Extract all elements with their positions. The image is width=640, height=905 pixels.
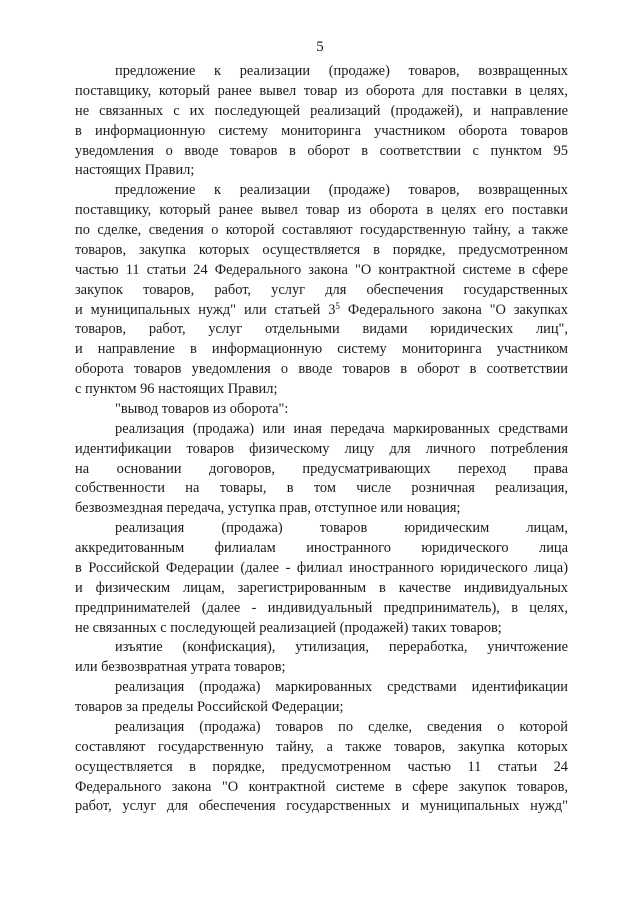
text-line: изъятие (конфискация), утилизация, переработка, уничтожение — [115, 639, 568, 656]
text-line: закупок товаров, работ, услуг для обеспечения государственных — [75, 281, 568, 298]
text-line: и направление в информационную систему мониторинга участником — [75, 341, 568, 358]
text-line: составляют государственную тайну, а также товаров, закупка которых — [75, 738, 568, 755]
text-line: предложение к реализации (продаже) товаров, возвращенных — [115, 63, 568, 79]
text-line: аккредитованным филиалам иностранного юридического лица — [75, 540, 568, 556]
superscript: 5 — [335, 300, 340, 311]
page-number: 5 — [316, 39, 324, 55]
text-line: поставщику, который ранее вывел товар из оборота для поставки в целях, — [75, 82, 568, 99]
text-line: предложение к реализации (продаже) товаров, возвращенных — [115, 182, 568, 199]
text-line: идентификации товаров физическому лицу для личного потребления — [75, 440, 568, 457]
text-line: не связанных с последующей реализацией (продажей) таких товаров; — [75, 619, 502, 636]
text-line: реализация (продажа) маркированных средствами идентификации — [115, 679, 568, 696]
text-line: работ, услуг для обеспечения государственных и муниципальных нужд" — [75, 798, 568, 815]
text-line: товаров, закупка которых осуществляется в порядке, предусмотренном — [75, 241, 568, 258]
text-line: настоящих Правил; — [75, 162, 195, 179]
text-line: реализация (продажа) или иная передача маркированных средствами — [115, 420, 568, 437]
text-line: на основании договоров, предусматривающих переход права — [75, 460, 568, 477]
text-line: осуществляется в порядке, предусмотренном частью 11 статьи 24 — [75, 758, 568, 775]
text-line: в информационную систему мониторинга участником оборота товаров — [75, 122, 568, 139]
text-line: безвозмездная передача, уступка прав, отступное или новация; — [75, 500, 461, 517]
text-line: Федерального закона "О контрактной системе в сфере закупок товаров, — [75, 778, 568, 795]
text-line: товаров за пределы Российской Федерации; — [75, 699, 344, 715]
text-line: в Российской Федерации (далее - филиал иностранного юридического лица) — [75, 559, 568, 576]
text-line: предпринимателей (далее - индивидуальный предприниматель), в целях, — [75, 599, 568, 616]
text-line: собственности на товары, в том числе розничная реализация, — [75, 480, 568, 497]
text-line: поставщику, который ранее вывел товар из оборота в целях его поставки — [75, 202, 568, 219]
text-line: частью 11 статьи 24 Федерального закона "О контрактной системе в сфере — [75, 261, 568, 278]
text-line: с пунктом 96 настоящих Правил; — [75, 381, 278, 397]
body-text — [75, 62, 568, 817]
text-line: и физическим лицам, зарегистрированным в качестве индивидуальных — [75, 579, 568, 596]
text-line: или безвозвратная утрата товаров; — [75, 659, 286, 676]
text-line: уведомления о вводе товаров в оборот в соответствии с пунктом 95 — [75, 142, 568, 159]
text-line: товаров, работ, услуг отдельными видами юридических лиц", — [75, 321, 568, 338]
text-line: оборота товаров уведомления о вводе товаров в оборот в соответствии — [75, 361, 568, 378]
text-line: реализация (продажа) товаров по сделке, сведения о которой — [115, 718, 568, 735]
text-line: реализация (продажа) товаров юридическим лицам, — [115, 520, 568, 537]
text-line: по сделке, сведения о которой составляют государственную тайну, а также — [75, 222, 568, 238]
text-line: и муниципальных нужд" или статьей $3^5$ Федерального закона "О закупках — [75, 300, 568, 318]
text-line: "вывод товаров из оборота": — [115, 400, 289, 417]
text-line: не связанных с их последующей реализаций (продажей), и направление — [75, 102, 568, 119]
